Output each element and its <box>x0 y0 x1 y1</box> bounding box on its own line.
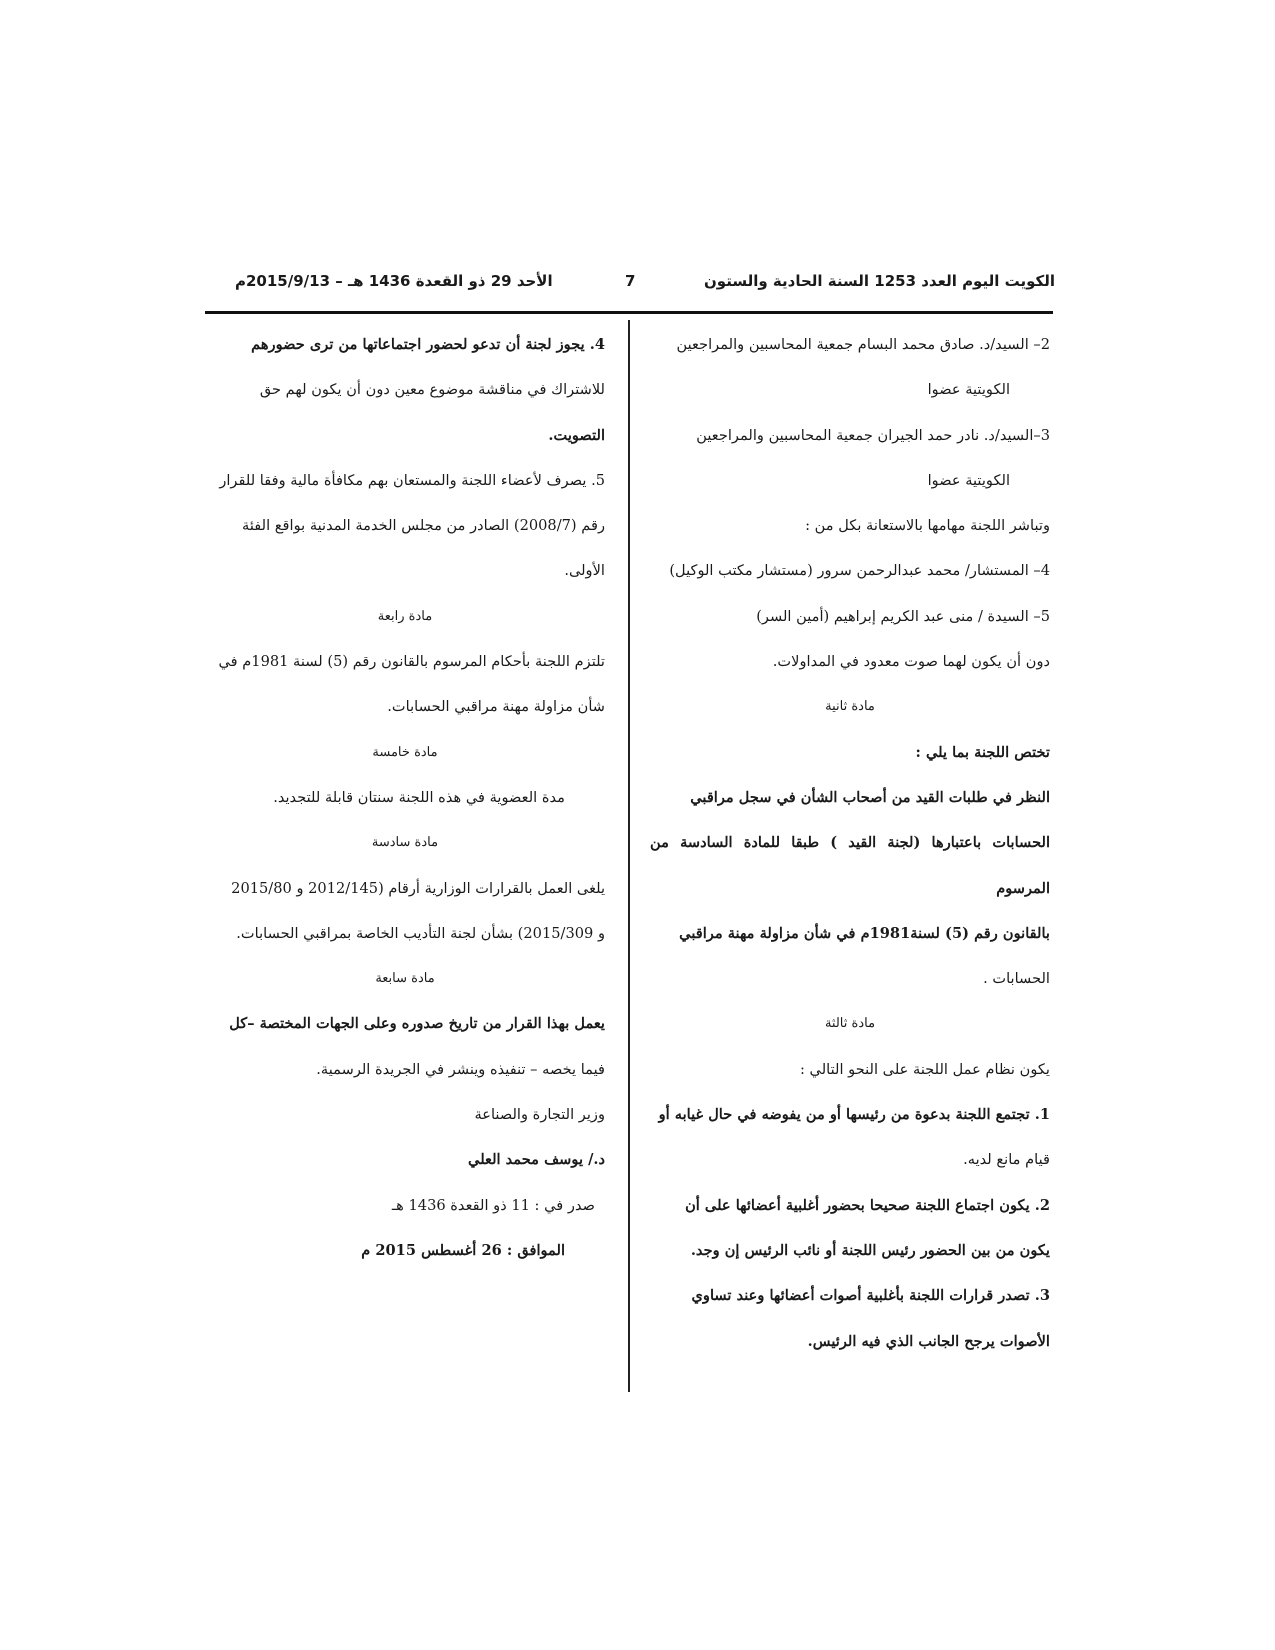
article-2-text-4: الحسابات . <box>983 970 1050 988</box>
secretary-5-line: 5– السيدة / منى عبد الكريم إبراهيم (أمين السر) <box>756 607 1050 625</box>
article-2-intro: تختص اللجنة بما يلي : <box>915 743 1050 761</box>
page-number: 7 <box>625 272 636 290</box>
header-rule <box>205 311 1053 314</box>
article-4-text-2: شأن مزاولة مهنة مراقبي الحسابات. <box>387 698 605 716</box>
clause-5-line-1: 5. يصرف لأعضاء اللجنة والمستعان بهم مكافأة مالية وفقا للقرار <box>219 471 605 489</box>
article-2-text-1: النظر في طلبات القيد من أصحاب الشأن في سجل مراقبي <box>690 788 1050 806</box>
clause-1-line-1: 1. تجتمع اللجنة بدعوة من رئيسها أو من يفوضه في حال غيابه أو <box>658 1106 1050 1124</box>
article-5-text: مدة العضوية في هذه اللجنة سنتان قابلة للتجديد. <box>273 788 565 806</box>
minister-name: د./ يوسف محمد العلي <box>468 1151 605 1169</box>
article-3-intro: يكون نظام عمل اللجنة على النحو التالي : <box>800 1060 1050 1078</box>
clause-2-line-1: 2. يكون اجتماع اللجنة صحيحا بحضور أغلبية أعضائها على أن <box>685 1196 1050 1214</box>
article-7-text-1: يعمل بهذا القرار من تاريخ صدوره وعلى الجهات المختصة –كل <box>229 1015 605 1033</box>
article-7-text-2: فيما يخصه – تنفيذه وينشر في الجريدة الرسمية. <box>316 1060 605 1078</box>
clause-4-line-1: 4. يجوز لجنة أن تدعو لحضور اجتماعاتها من ترى حضورهم <box>251 336 605 353</box>
article-6-heading: مادة سادسة <box>371 835 439 851</box>
clause-5-line-2: رقم (2008/7) الصادر من مجلس الخدمة المدنية بواقع الفئة <box>242 517 605 535</box>
page-header <box>205 268 1055 298</box>
member-3-line: 3–السيد/د. نادر حمد الجيران جمعية المحاسبين والمراجعين <box>696 426 1050 444</box>
issued-date: صدر في : 11 ذو القعدة 1436 هـ <box>391 1196 595 1214</box>
clause-2-line-2: يكون من بين الحضور رئيس اللجنة أو نائب الرئيس إن وجد. <box>690 1241 1050 1259</box>
clause-1-line-2: قيام مانع لديه. <box>963 1151 1050 1169</box>
article-6-text-2: و 2015/309) بشأن لجنة التأديب الخاصة بمراقبي الحسابات. <box>236 924 605 942</box>
clause-3-line-1: 3. تصدر قرارات اللجنة بأغلبية أصوات أعضائها وعند تساوي <box>691 1287 1050 1305</box>
right-column <box>650 322 1050 1364</box>
member-2-line: 2– السيد/د. صادق محمد البسام جمعية المحاسبين والمراجعين <box>676 336 1050 353</box>
gazette-issue-info: الكويت اليوم العدد 1253 السنة الحادية والستون <box>704 272 1055 290</box>
member-3-role: الكويتية عضوا <box>927 471 1010 489</box>
article-2-heading: مادة ثانية <box>825 699 875 715</box>
article-3-heading: مادة ثالثة <box>824 1016 876 1032</box>
advisor-4-line: 4– المستشار/ محمد عبدالرحمن سرور (مستشار مكتب الوكيل) <box>669 562 1050 580</box>
member-2-role: الكويتية عضوا <box>927 381 1010 399</box>
left-column <box>205 322 605 1273</box>
article-7-heading: مادة سابعة <box>375 971 435 987</box>
minister-title: وزير التجارة والصناعة <box>474 1106 605 1124</box>
article-5-heading: مادة خامسة <box>372 744 438 760</box>
article-2-text-2: الحسابات باعتبارها (لجنة القيد ) طبقا للمادة السادسة من المرسوم <box>650 834 1050 897</box>
clause-4-line-3: التصويت. <box>548 426 605 444</box>
article-2-text-3: بالقانون رقم (5) لسنة1981م في شأن مزاولة مهنة مراقبي <box>679 924 1050 942</box>
article-4-text-1: تلتزم اللجنة بأحكام المرسوم بالقانون رقم (5) لسنة 1981م في <box>218 653 605 671</box>
column-divider <box>628 320 630 1392</box>
article-4-heading: مادة رابعة <box>377 608 433 624</box>
clause-4-line-2: للاشتراك في مناقشة موضوع معين دون أن يكون لهم حق <box>259 381 605 399</box>
assistance-intro: وتباشر اللجنة مهامها بالاستعانة بكل من : <box>805 517 1050 535</box>
clause-5-line-3: الأولى. <box>564 562 605 580</box>
corresponding-date: الموافق : 26 أغسطس 2015 م <box>361 1241 565 1259</box>
issue-date: الأحد 29 ذو القعدة 1436 هـ – 2015/9/13م <box>235 272 553 290</box>
clause-3-line-2: الأصوات يرجح الجانب الذي فيه الرئيس. <box>807 1332 1050 1350</box>
no-vote-note: دون أن يكون لهما صوت معدود في المداولات. <box>772 653 1050 671</box>
article-6-text-1: يلغى العمل بالقرارات الوزارية أرقام (2012/145 و 2015/80 <box>231 879 605 897</box>
